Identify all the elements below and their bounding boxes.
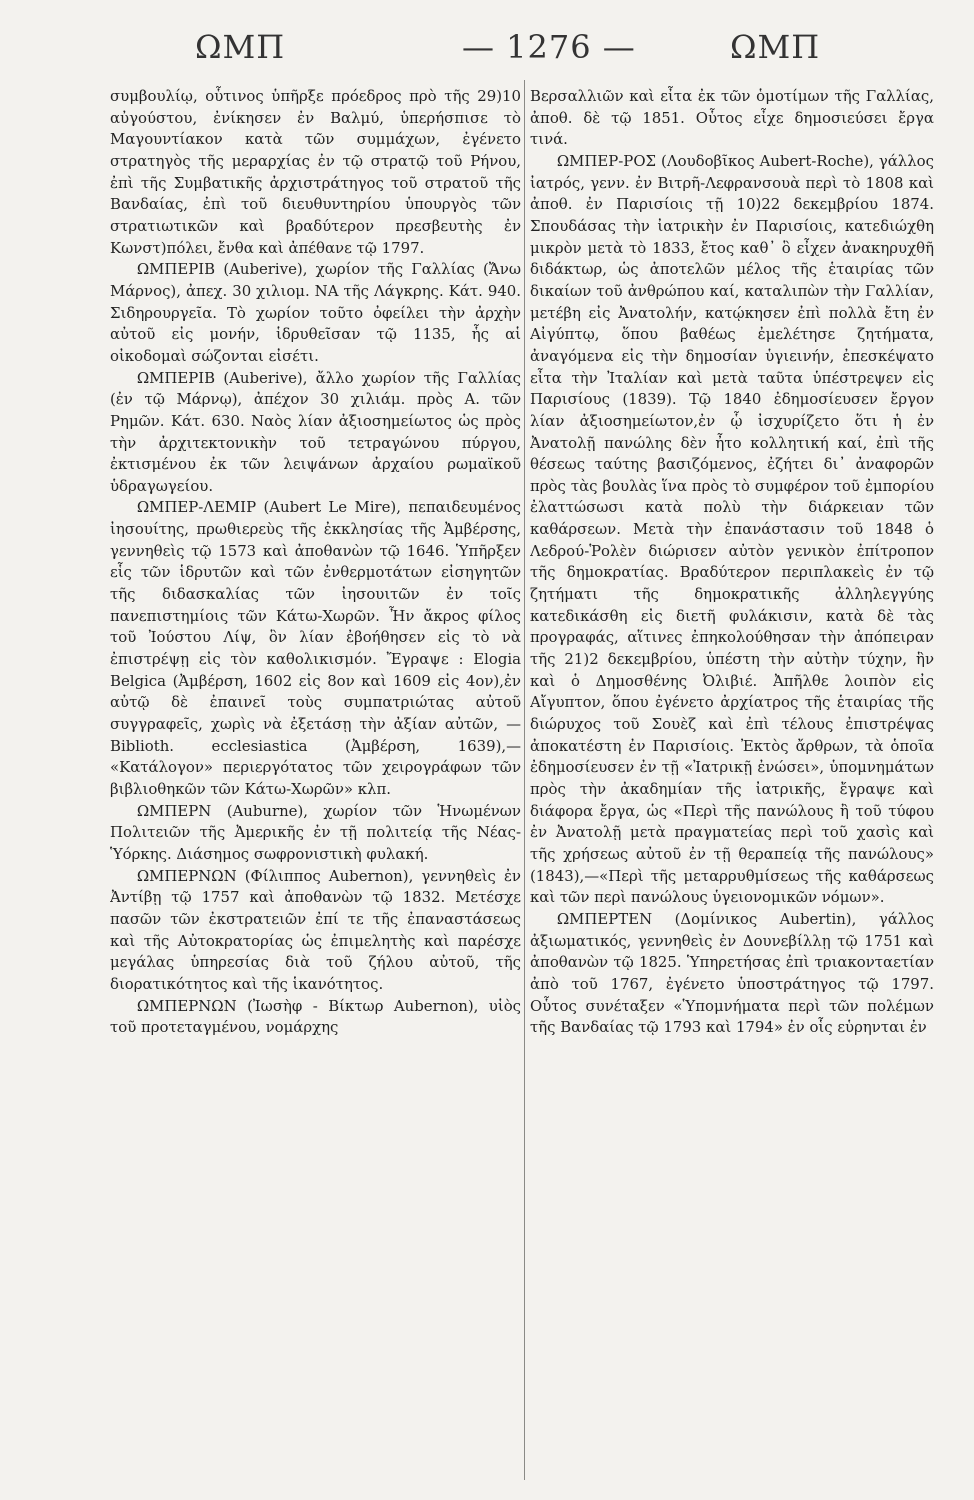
entry-aubert-le-mire: ΩΜΠΕΡ-ΛΕΜΙΡ (Aubert Le Mire), πεπαιδευμένος ἰησουίτης, πρωθιερεὺς τῆς ἐκκλησίας τῆς Ἀμβέρσης, γεννηθεὶς τῷ 1573 καὶ ἀποθανὼν τῷ 1646. Ὑπῆρξεν εἷς τῶν ἱδρυτῶν καὶ τῶν ἐνθερμοτάτων εἰσηγητῶν τῆς διδασκαλίας τῶν ἰησουιτῶν ἐν τοῖς πανεπιστημίοις τῶν Κάτω-Χωρῶν. Ἦν ἄκρος φίλος τοῦ Ἰούστου Λίψ, ὃν λίαν ἐβοήθησεν εἰς τὸ νὰ ἐπιστρέψῃ εἰς τὸν καθολικισμόν. Ἔγραψε : Elogia Belgica (Ἀμβέρση, 1602 εἰς 8ον καὶ 1609 εἰς 4ον),ἐν αὐτῷ δὲ ἐπαινεῖ τοὺς συμπατριώτας αὐτοῦ συγγραφεῖς, χωρὶς νὰ ἐξετάσῃ τὴν ἀξίαν αὐτῶν, — Biblioth. ecclesiastica (Ἀμβέρση, 1639),— «Κατάλογον» περιεργότατος τῶν χειρογράφων τῶν βιβλιοθηκῶν τῶν Κάτω-Χωρῶν» κλπ.	[110, 498, 521, 798]
entry-auberive-1: ΩΜΠΕΡΙΒ (Auberive), χωρίον τῆς Γαλλίας (Ἄνω Μάρνος), ἀπεχ. 30 χιλιομ. ΝΑ τῆς Λάγκρης. Κάτ. 940. Σιδηρουργεῖα. Τὸ χωρίον τοῦτο ὀφείλει τὴν ἀρχὴν αὐτοῦ εἰς μονήν, ἱδρυθεῖσαν τῷ 1135, ἧς αἱ οἰκοδομαὶ σώζονται εἰσέτι.	[110, 260, 521, 365]
column-divider	[524, 80, 525, 1480]
entry-paragraph: συμβουλίῳ, οὗτινος ὑπῆρξε πρόεδρος πρὸ τῆς 29)10 αὐγούστου, ἐνίκησεν ἐν Βαλμύ, ὑπερήσπισε τὸ Μαγουντίακον κατὰ τῶν συμμάχων, ἐγένετο στρατηγὸς τῆς μεραρχίας ἐν τῷ στρατῷ τοῦ Ρήνου, ἐπὶ τῆς Συμβατικῆς ἀρχιστράτηγος τοῦ στρατοῦ τῆς Βανδαίας, ἐπὶ τοῦ διευθυντηρίου ὑπουργὸς τῶν στρατιωτικῶν καὶ βραδύτερον πρεσβευτὴς ἐν Κωνστ)πόλει, ἔνθα καὶ ἀπέθανε τῷ 1797.	[110, 87, 521, 257]
header-right-keyword: ΩΜΠ	[730, 28, 821, 66]
entry-paragraph: Βερσαλλιῶν καὶ εἶτα ἐκ τῶν ὁμοτίμων τῆς Γαλλίας, ἀποθ. δὲ τῷ 1851. Οὗτος εἶχε δημοσιεύσει ἔργα τινά.	[530, 87, 934, 149]
entry-auburne: ΩΜΠΕΡΝ (Auburne), χωρίον τῶν Ἡνωμένων Πολιτειῶν τῆς Ἀμερικῆς ἐν τῇ πολιτείᾳ τῆς Νέας-Ὑόρκης. Διάσημος σωφρονιστικὴ φυλακή.	[110, 801, 521, 863]
entry-auberive-2: ΩΜΠΕΡΙΒ (Auberive), ἄλλο χωρίον τῆς Γαλλίας (ἐν τῷ Μάρνῳ), ἀπέχον 30 χιλιάμ. πρὸς Α. τῶν Ρημῶν. Κάτ. 630. Ναὸς λίαν ἀξιοσημείωτος ὡς πρὸς τὴν ἀρχιτεκτονικὴν τοῦ τετραγώνου πύργου, ἐκτισμένου ἐκ τῶν λειψάνων ἀρχαίου ρωμαϊκοῦ ὑδραγωγείου.	[110, 368, 521, 495]
entry-aubernon-joseph: ΩΜΠΕΡΝΩΝ (Ἰωσὴφ - Βίκτωρ Aubernon), υἱὸς τοῦ προτεταγμένου, νομάρχης	[110, 996, 521, 1037]
left-column	[110, 86, 521, 1481]
right-column	[530, 86, 934, 1481]
header-left-keyword: ΩΜΠ	[195, 28, 286, 66]
page-number: — 1276 —	[462, 28, 636, 66]
entry-aubert-roche: ΩΜΠΕΡ-ΡΟΣ (Λουδοβῖκος Aubert-Roche), γάλλος ἰατρός, γενν. ἐν Βιτρῆ-Λεφρανσουὰ περὶ τὸ 1808 καὶ ἀποθ. ἐν Παρισίοις τῇ 10)22 δεκεμβρίου 1874. Σπουδάσας τὴν ἰατρικὴν ἐν Παρισίοις, κατεδιώχθη μικρὸν μετὰ τὸ 1833, ἔτος καθ᾽ ὃ εἶχεν ἀνακηρυχθῆ διδάκτωρ, ὡς ἀποτελῶν μέλος τῆς ἑταιρίας τῶν δικαίων τοῦ ἀνθρώπου καί, καταλιπὼν τὴν Γαλλίαν, μετέβη εἰς Ἀνατολήν, κατῴκησεν ἐπὶ πολλὰ ἔτη ἐν Αἰγύπτῳ, ὅπου βαθέως ἐμελέτησε ζητήματα, ἀναγόμενα εἰς τὴν δημοσίαν ὑγιεινήν, ἐπεσκέψατο εἶτα τὴν Ἰταλίαν καὶ μετὰ ταῦτα ὑπέστρεψεν εἰς Παρισίους (1839). Τῷ 1840 ἐδημοσίευσεν ἔργον λίαν ἀξιοσημείωτον,ἐν ᾧ ἰσχυρίζετο ὅτι ἡ ἐν Ἀνατολῇ πανώλης δὲν ἦτο κολλητική καί, ἐπὶ τῆς θέσεως ταύτης βασιζόμενος, ἐζήτει δι᾽ ἀναφορῶν πρὸς τὰς βουλὰς ἵνα πρὸς τὸ συμφέρον τοῦ ἐμπορίου ἐλαττώσωσι κατὰ πολὺ τὴν διάρκειαν τῶν καθάρσεων. Μετὰ τὴν ἐπανάστασιν τοῦ 1848 ὁ Λεδρού-Ῥολὲν διώρισεν αὐτὸν γενικὸν ἐπίτροπον τῆς δημοκρατίας. Βραδύτερον περιπλακεὶς ἐν τῷ ζητήματι τῆς δημοκρατικῆς ἀλληλεγγύης κατεδικάσθη εἰς διετῆ φυλάκισιν, κατὰ δὲ τὰς προγραφάς, αἵτινες ἐπηκολούθησαν τὴν ἀπόπειραν τῆς 21)2 δεκεμβρίου, ὑπέστη τὴν αὐτὴν τύχην, ἣν καὶ ὁ Δημοσθένης Ὀλιβιέ. Ἀπῆλθε λοιπὸν εἰς Αἴγυπτον, ὅπου ἐγένετο ἀρχίατρος τῆς ἑταιρίας τῆς διώρυχος τοῦ Σουὲζ καὶ ἐπὶ τέλους ἐπιστρέψας ἀποκατέστη ἐν Παρισίοις. Ἐκτὸς ἄρθρων, τὰ ὁποῖα ἐδημοσίευσεν ἐν τῇ «Ἰατρικῇ ἐνώσει», ὑπομνημάτων πρὸς τὴν ἀκαδημίαν τῆς ἰατρικῆς, ἔγραψε καὶ διάφορα ἔργα, ὡς «Περὶ τῆς πανώλους ἢ τοῦ τύφου ἐν Ἀνατολῇ μετὰ πραγματείας περὶ τοῦ χασὶς καὶ τῆς χρήσεως αὐτοῦ ἐν τῇ θεραπείᾳ τῆς πανώλους» (1843),—«Περὶ τῆς μεταρρυθμίσεως τῆς καθάρσεως καὶ τῶν περὶ πανώλους ὑγειονομικῶν νόμων».	[530, 151, 934, 907]
page-header	[0, 28, 974, 68]
entry-aubertin: ΩΜΠΕΡΤΕΝ (Δομίνικος Aubertin), γάλλος ἀξιωματικός, γεννηθεὶς ἐν Δουνεβίλλῃ τῷ 1751 καὶ ἀποθανὼν τῷ 1825. Ὑπηρετήσας ἐπὶ τριακονταετίαν ἀπὸ τοῦ 1767, ἐγένετο ὑποστράτηγος τῷ 1797. Οὗτος συνέταξεν «Ὑπομνήματα περὶ τῶν πολέμων τῆς Βανδαίας τῷ 1793 καὶ 1794» ἐν οἷς εὑρηνται ἐν	[530, 909, 934, 1037]
entry-aubernon-philippe: ΩΜΠΕΡΝΩΝ (Φίλιππος Aubernon), γεννηθεὶς ἐν Ἀντίβῃ τῷ 1757 καὶ ἀποθανὼν τῷ 1832. Μετέσχε πασῶν τῶν ἐκστρατειῶν ἐπί τε τῆς ἐπαναστάσεως καὶ τῆς Αὐτοκρατορίας ὡς ἐπιμελητὴς καὶ παρέσχε μεγάλας ὑπηρεσίας διὰ τοῦ ζήλου αὐτοῦ, τῆς διορατικότητος καὶ τῆς ἱκανότητος.	[110, 866, 521, 993]
